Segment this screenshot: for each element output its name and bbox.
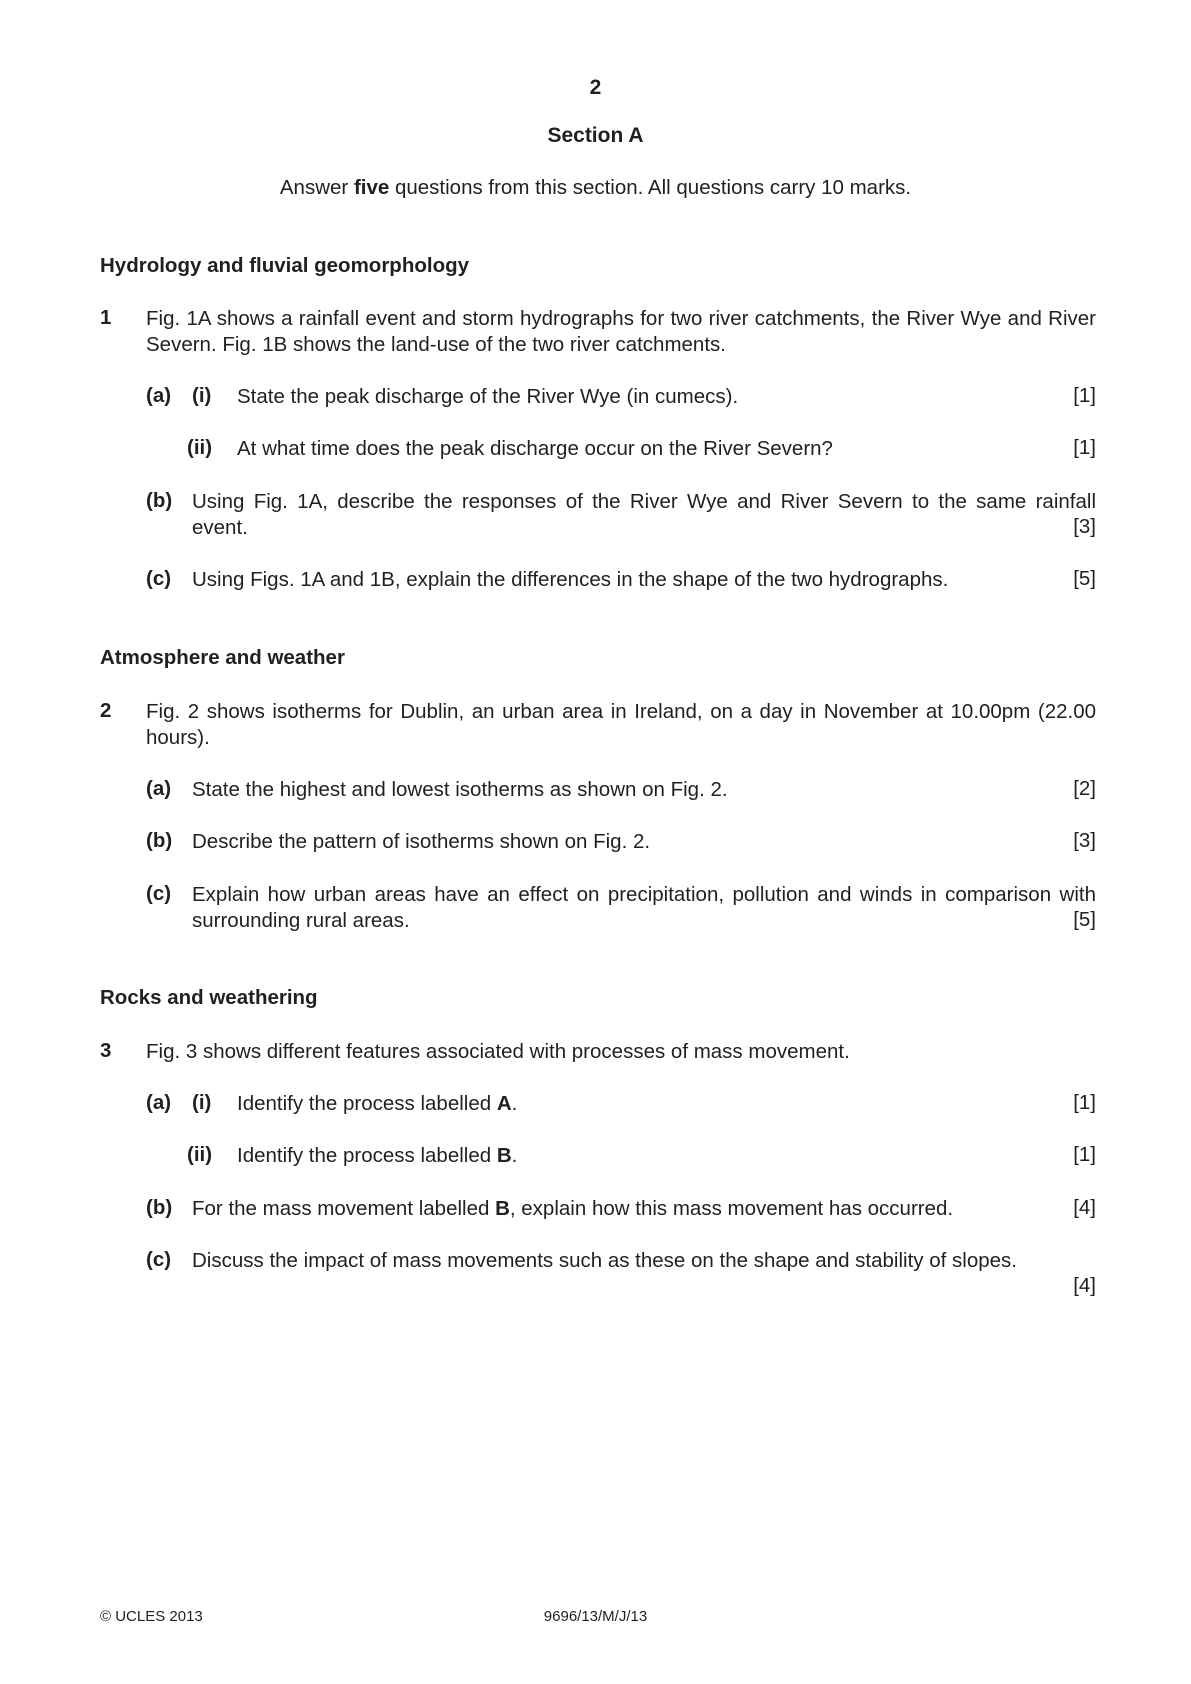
instruction-text-after: questions from this section. All questions carry 10 marks. — [389, 176, 912, 199]
instruction-bold-word: five — [353, 176, 390, 199]
subpart-label: (ii) — [187, 436, 213, 459]
part-label: (a) — [146, 777, 172, 800]
part-text: Describe the pattern of isotherms shown on Fig. 2. — [192, 830, 651, 853]
marks: [2] — [1073, 777, 1096, 800]
section-title: Section A — [547, 124, 644, 147]
label-letter: A — [496, 1092, 512, 1115]
part-text: Explain how urban areas have an effect on precipitation, pollution and winds in comparison with surrounding rural areas. — [192, 883, 1096, 932]
part-label: (a) — [146, 1091, 172, 1114]
marks: [5] — [1073, 567, 1096, 590]
topic-heading-rocks: Rocks and weathering — [100, 986, 318, 1009]
subpart-text: State the peak discharge of the River Wye (in cumecs). — [237, 385, 739, 408]
text-fragment: Identify the process labelled — [237, 1092, 497, 1115]
topic-heading-atmosphere: Atmosphere and weather — [100, 646, 345, 669]
section-instruction — [0, 176, 1191, 200]
part-text: Using Figs. 1A and 1B, explain the differences in the shape of the two hydrographs. — [192, 568, 949, 591]
footer-copyright: © UCLES 2013 — [100, 1608, 203, 1625]
question-stem: Fig. 2 shows isotherms for Dublin, an urban area in Ireland, on a day in November at 10.00pm (22.00 hours). — [146, 700, 1096, 749]
part-text: Using Fig. 1A, describe the responses of the River Wye and River Severn to the same rainfall event. — [192, 490, 1096, 539]
subpart-label: (ii) — [187, 1143, 213, 1166]
page-number: 2 — [589, 76, 602, 99]
question-stem: Fig. 3 shows different features associated with processes of mass movement. — [146, 1040, 850, 1063]
topic-heading-hydrology: Hydrology and fluvial geomorphology — [100, 254, 470, 277]
question-number: 3 — [100, 1039, 112, 1062]
marks: [1] — [1073, 1143, 1096, 1166]
part-label: (c) — [146, 567, 172, 590]
marks: [4] — [1073, 1274, 1096, 1297]
part-label: (b) — [146, 829, 173, 852]
text-fragment: , explain how this mass movement has occurred. — [509, 1197, 954, 1220]
part-text — [192, 1196, 1032, 1222]
text-fragment: . — [511, 1144, 518, 1167]
subpart-label: (i) — [192, 1091, 212, 1114]
text-fragment: . — [511, 1092, 518, 1115]
part-label: (b) — [146, 1196, 173, 1219]
part-label: (c) — [146, 882, 172, 905]
marks: [5] — [1073, 908, 1096, 931]
question-number: 1 — [100, 306, 112, 329]
instruction-text-before: Answer — [279, 176, 354, 199]
label-letter: B — [495, 1197, 510, 1220]
part-label: (c) — [146, 1248, 172, 1271]
text-fragment: For the mass movement labelled — [192, 1197, 496, 1220]
label-letter: B — [496, 1144, 512, 1167]
question-number: 2 — [100, 699, 112, 722]
marks: [4] — [1073, 1196, 1096, 1219]
part-label: (b) — [146, 489, 173, 512]
part-text: State the highest and lowest isotherms as shown on Fig. 2. — [192, 778, 728, 801]
subpart-text: At what time does the peak discharge occur on the River Severn? — [237, 437, 833, 460]
subpart-label: (i) — [192, 384, 212, 407]
marks: [1] — [1073, 384, 1096, 407]
part-label: (a) — [146, 384, 172, 407]
subpart-text — [237, 1143, 1037, 1169]
text-fragment: Identify the process labelled — [237, 1144, 497, 1167]
part-text: Discuss the impact of mass movements such as these on the shape and stability of slopes. — [192, 1249, 1017, 1272]
question-stem: Fig. 1A shows a rainfall event and storm hydrographs for two river catchments, the River Wye and River Severn. Fig. 1B shows the land-use of the two river catchments. — [146, 307, 1096, 356]
marks: [1] — [1073, 1091, 1096, 1114]
footer-paper-code: 9696/13/M/J/13 — [543, 1608, 648, 1625]
marks: [3] — [1073, 515, 1096, 538]
marks: [1] — [1073, 436, 1096, 459]
subpart-text — [237, 1091, 1037, 1117]
marks: [3] — [1073, 829, 1096, 852]
